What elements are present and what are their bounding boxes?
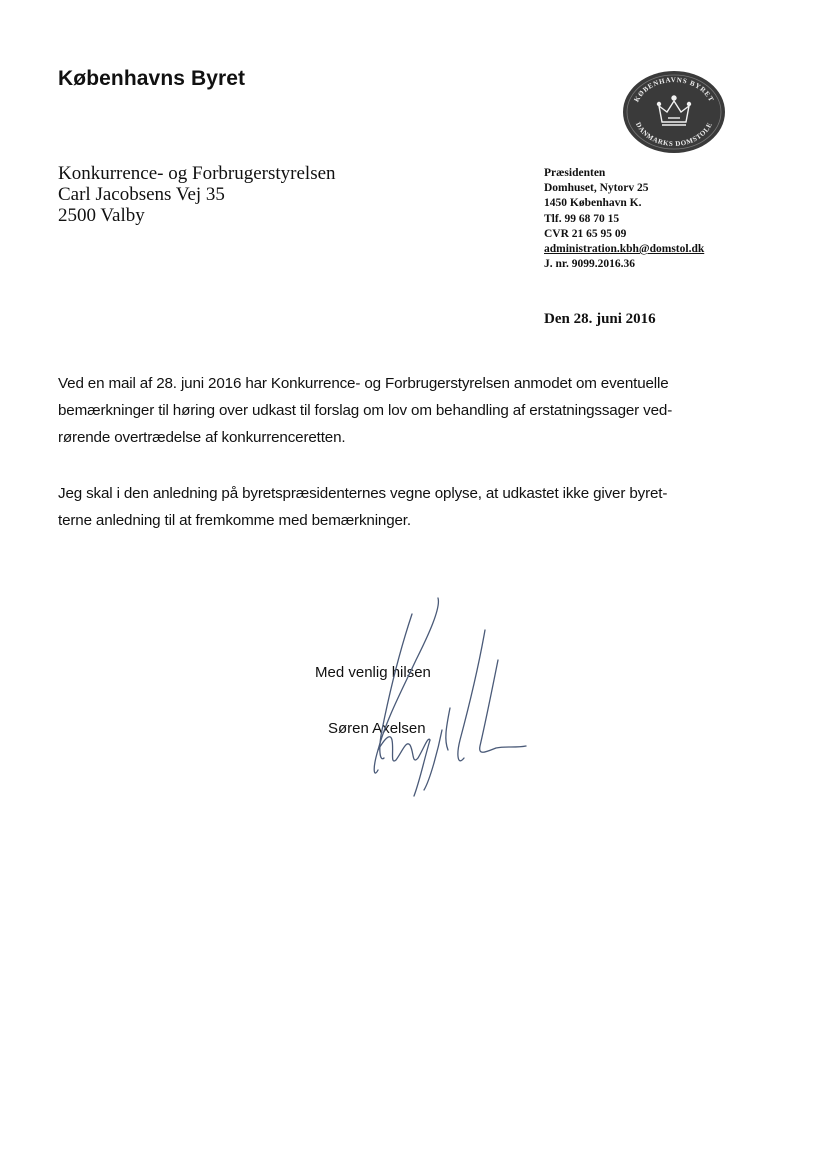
- recipient-name: Konkurrence- og Forbrugerstyrelsen: [58, 163, 336, 184]
- sender-city: 1450 København K.: [544, 197, 642, 210]
- sender-address: Domhuset, Nytorv 25: [544, 182, 649, 195]
- handwritten-signature: [320, 590, 530, 800]
- sender-cvr: CVR 21 65 95 09: [544, 227, 627, 240]
- recipient-street: Carl Jacobsens Vej 35: [58, 184, 225, 205]
- seal-top-text: KØBENHAVNS BYRET: [632, 75, 716, 104]
- paragraph-line: Ved en mail af 28. juni 2016 har Konkurrence- og Forbrugerstyrelsen anmodet om eventuelle: [58, 375, 669, 392]
- paragraph-line: terne anledning til at fremkomme med bemærkninger.: [58, 512, 411, 529]
- letter-date: Den 28. juni 2016: [544, 311, 656, 327]
- sender-email-link[interactable]: administration.kbh@domstol.dk: [544, 243, 705, 256]
- paragraph-line: bemærkninger til høring over udkast til forslag om lov om behandling af erstatningssager ved-: [58, 402, 673, 419]
- recipient-address: [58, 163, 336, 226]
- journal-number: J. nr. 9099.2016.36: [544, 258, 635, 271]
- signer-name: Søren Axelsen: [328, 720, 426, 737]
- court-seal: [622, 70, 726, 154]
- body-paragraph-2: [58, 480, 738, 534]
- sender-block: [544, 166, 704, 272]
- closing-greeting: Med venlig hilsen: [315, 664, 431, 681]
- seal-bottom-text: DANMARKS DOMSTOLE: [633, 120, 715, 149]
- recipient-city: 2500 Valby: [58, 205, 145, 226]
- body-paragraph-1: [58, 370, 738, 451]
- sender-phone: Tlf. 99 68 70 15: [544, 212, 620, 225]
- paragraph-line: rørende overtrædelse af konkurrenceretten.: [58, 429, 346, 446]
- court-name: Københavns Byret: [58, 67, 246, 90]
- sender-title: Præsidenten: [544, 167, 606, 179]
- paragraph-line: Jeg skal i den anledning på byretspræsidenternes vegne oplyse, at udkastet ikke giver byret-: [58, 485, 668, 502]
